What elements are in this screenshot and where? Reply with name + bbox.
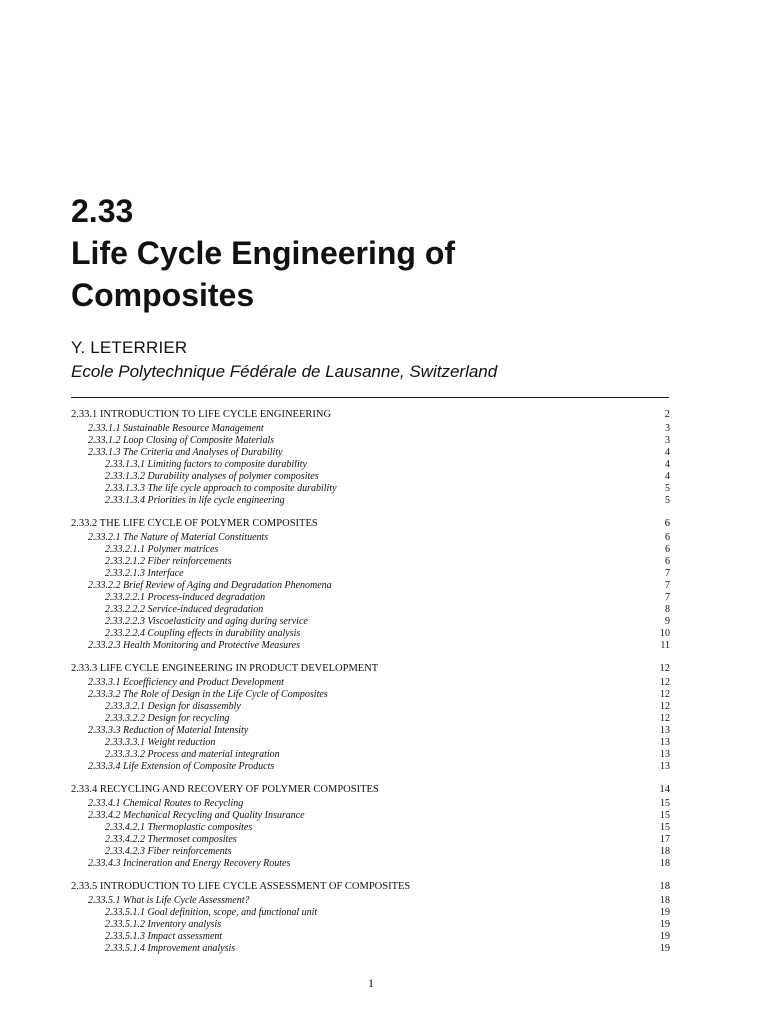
toc-entry-title: 2.33.1 INTRODUCTION TO LIFE CYCLE ENGINEERING (71, 409, 332, 420)
toc-entry-title: 2.33.1.1 Sustainable Resource Management (88, 423, 264, 434)
toc-entry-page: 19 (660, 943, 670, 954)
toc-entry-title: 2.33.4.2.2 Thermoset composites (105, 834, 237, 845)
toc-entry-title: 2.33.3.3.1 Weight reduction (105, 737, 216, 748)
toc-entry (71, 689, 671, 701)
toc-entry-page: 6 (664, 518, 670, 529)
toc-entry (71, 640, 671, 652)
toc-entry-title: 2.33.2.1 The Nature of Material Constituents (88, 532, 269, 543)
toc-entry (71, 568, 671, 580)
toc-entry-page: 6 (665, 532, 670, 543)
toc-entry-page: 4 (665, 447, 670, 458)
toc-entry-title: 2.33.4.2 Mechanical Recycling and Quality Insurance (88, 810, 305, 821)
toc-entry (71, 459, 671, 471)
toc-entry-page: 13 (660, 737, 670, 748)
toc-entry-page: 19 (660, 919, 670, 930)
toc-entry-page: 15 (660, 798, 670, 809)
toc-entry-page: 18 (660, 858, 670, 869)
toc-entry (71, 895, 671, 907)
toc-entry-page: 12 (660, 689, 670, 700)
toc-entry (71, 517, 671, 532)
toc-entry-page: 3 (665, 423, 670, 434)
toc-entry-page: 12 (660, 701, 670, 712)
chapter-title-line-1: Life Cycle Engineering of (71, 235, 456, 271)
toc-entry-title: 2.33.1.3.1 Limiting factors to composite durability (105, 459, 307, 470)
toc-entry (71, 725, 671, 737)
toc-entry-page: 19 (660, 907, 670, 918)
toc-entry-page: 2 (664, 409, 670, 420)
toc-entry (71, 943, 671, 955)
toc-entry-page: 17 (660, 834, 670, 845)
toc-entry (71, 880, 671, 895)
toc-entry-page: 4 (665, 471, 670, 482)
toc-entry (71, 858, 671, 870)
toc-entry-title: 2.33.3.4 Life Extension of Composite Products (88, 761, 275, 772)
toc-entry (71, 713, 671, 725)
toc-entry-page: 7 (665, 580, 670, 591)
toc-entry-title: 2.33.2.1.2 Fiber reinforcements (105, 556, 232, 567)
toc-entry-page: 5 (665, 483, 670, 494)
toc-entry-title: 2.33.1.3.3 The life cycle approach to composite durability (105, 483, 337, 494)
toc-entry (71, 677, 671, 689)
toc-entry-title: 2.33.2.2.1 Process-induced degradation (105, 592, 266, 603)
toc-entry (71, 907, 671, 919)
toc-entry-title: 2.33.3.2 The Role of Design in the Life Cycle of Composites (88, 689, 328, 700)
toc-entry (71, 616, 671, 628)
toc-entry (71, 834, 671, 846)
toc-entry-title: 2.33.4 RECYCLING AND RECOVERY OF POLYMER COMPOSITES (71, 784, 379, 795)
toc-entry-title: 2.33.2.2.2 Service-induced degradation (105, 604, 264, 615)
toc-entry (71, 495, 671, 507)
toc-entry (71, 701, 671, 713)
toc-entry-title: 2.33.1.3 The Criteria and Analyses of Durability (88, 447, 283, 458)
toc-entry (71, 761, 671, 773)
toc-entry-page: 12 (660, 677, 670, 688)
toc-entry-page: 6 (665, 544, 670, 555)
toc-entry-title: 2.33.2.2.4 Coupling effects in durability analysis (105, 628, 301, 639)
toc-entry-page: 18 (660, 895, 670, 906)
toc-entry-page: 3 (665, 435, 670, 446)
toc-entry-page: 7 (665, 592, 670, 603)
toc-entry-title: 2.33.3.3.2 Process and material integration (105, 749, 280, 760)
toc-entry (71, 737, 671, 749)
toc-entry (71, 604, 671, 616)
toc-entry (71, 544, 671, 556)
toc-entry-title: 2.33.5.1.4 Improvement analysis (105, 943, 236, 954)
toc-entry (71, 931, 671, 943)
toc-entry-page: 13 (660, 749, 670, 760)
toc-entry-title: 2.33.5.1.1 Goal definition, scope, and functional unit (105, 907, 318, 918)
toc-entry (71, 592, 671, 604)
toc-section (71, 783, 671, 870)
toc-entry (71, 662, 671, 677)
toc-entry-title: 2.33.3.1 Ecoefficiency and Product Development (88, 677, 284, 688)
toc-entry-page: 18 (660, 846, 670, 857)
toc-entry-title: 2.33.4.3 Incineration and Energy Recovery Routes (88, 858, 291, 869)
toc-entry-title: 2.33.4.2.1 Thermoplastic composites (105, 822, 253, 833)
toc-entry-title: 2.33.3.2.1 Design for disassembly (105, 701, 241, 712)
toc-entry (71, 435, 671, 447)
toc-entry-page: 10 (660, 628, 670, 639)
toc-entry-page: 8 (665, 604, 670, 615)
toc-entry (71, 483, 671, 495)
toc-section (71, 880, 671, 955)
chapter-number: 2.33 (71, 193, 134, 229)
toc-entry-title: 2.33.5.1 What is Life Cycle Assessment? (88, 895, 250, 906)
toc-entry-title: 2.33.2 THE LIFE CYCLE OF POLYMER COMPOSITES (71, 518, 318, 529)
toc-entry-title: 2.33.5.1.2 Inventory analysis (105, 919, 222, 930)
toc-entry-title: 2.33.3 LIFE CYCLE ENGINEERING IN PRODUCT DEVELOPMENT (71, 663, 379, 674)
chapter-title-line-2: Composites (71, 277, 255, 313)
toc-entry (71, 846, 671, 858)
toc-entry-page: 14 (659, 784, 670, 795)
toc-entry-title: 2.33.3.2.2 Design for recycling (105, 713, 230, 724)
toc-entry (71, 408, 671, 423)
toc-entry-page: 7 (665, 568, 670, 579)
toc-entry-page: 19 (660, 931, 670, 942)
toc-entry-page: 6 (665, 556, 670, 567)
page-number: 1 (368, 976, 374, 990)
toc-entry-title: 2.33.1.3.4 Priorities in life cycle engineering (105, 495, 285, 506)
toc-entry (71, 822, 671, 834)
toc-entry (71, 471, 671, 483)
toc-entry-page: 13 (660, 761, 670, 772)
toc-entry-title: 2.33.2.3 Health Monitoring and Protective Measures (88, 640, 301, 651)
toc-entry-title: 2.33.2.2.3 Viscoelasticity and aging during service (105, 616, 308, 627)
toc-entry-page: 11 (660, 640, 670, 651)
author-affiliation: Ecole Polytechnique Fédérale de Lausanne, Switzerland (71, 362, 498, 381)
toc-entry-page: 4 (665, 459, 670, 470)
toc-entry-title: 2.33.1.3.2 Durability analyses of polymer composites (105, 471, 319, 482)
toc-section (71, 408, 671, 507)
chapter-header (71, 190, 711, 383)
toc-entry-page: 9 (665, 616, 670, 627)
table-of-contents (71, 408, 671, 965)
toc-section (71, 517, 671, 652)
toc-entry (71, 580, 671, 592)
toc-entry (71, 447, 671, 459)
toc-section (71, 662, 671, 773)
toc-entry-page: 12 (660, 713, 670, 724)
toc-entry-page: 12 (659, 663, 670, 674)
toc-entry-title: 2.33.5.1.3 Impact assessment (105, 931, 223, 942)
toc-entry-title: 2.33.2.1.1 Polymer matrices (105, 544, 219, 555)
toc-entry (71, 798, 671, 810)
toc-entry-title: 2.33.4.1 Chemical Routes to Recycling (88, 798, 244, 809)
header-divider (71, 397, 669, 398)
author-name: Y. LETERRIER (71, 338, 188, 357)
toc-entry (71, 749, 671, 761)
toc-entry-title: 2.33.5 INTRODUCTION TO LIFE CYCLE ASSESSMENT OF COMPOSITES (71, 881, 411, 892)
toc-entry-title: 2.33.3.3 Reduction of Material Intensity (88, 725, 249, 736)
toc-entry-title: 2.33.1.2 Loop Closing of Composite Materials (88, 435, 275, 446)
toc-entry (71, 532, 671, 544)
toc-entry-page: 5 (665, 495, 670, 506)
toc-entry-title: 2.33.2.2 Brief Review of Aging and Degradation Phenomena (88, 580, 332, 591)
toc-entry-page: 18 (659, 881, 670, 892)
toc-entry (71, 810, 671, 822)
toc-entry-title: 2.33.4.2.3 Fiber reinforcements (105, 846, 232, 857)
toc-entry-title: 2.33.2.1.3 Interface (105, 568, 184, 579)
toc-entry (71, 423, 671, 435)
toc-entry (71, 628, 671, 640)
toc-entry (71, 783, 671, 798)
toc-entry-page: 15 (660, 822, 670, 833)
toc-entry (71, 919, 671, 931)
toc-entry-page: 15 (660, 810, 670, 821)
toc-entry (71, 556, 671, 568)
toc-entry-page: 13 (660, 725, 670, 736)
